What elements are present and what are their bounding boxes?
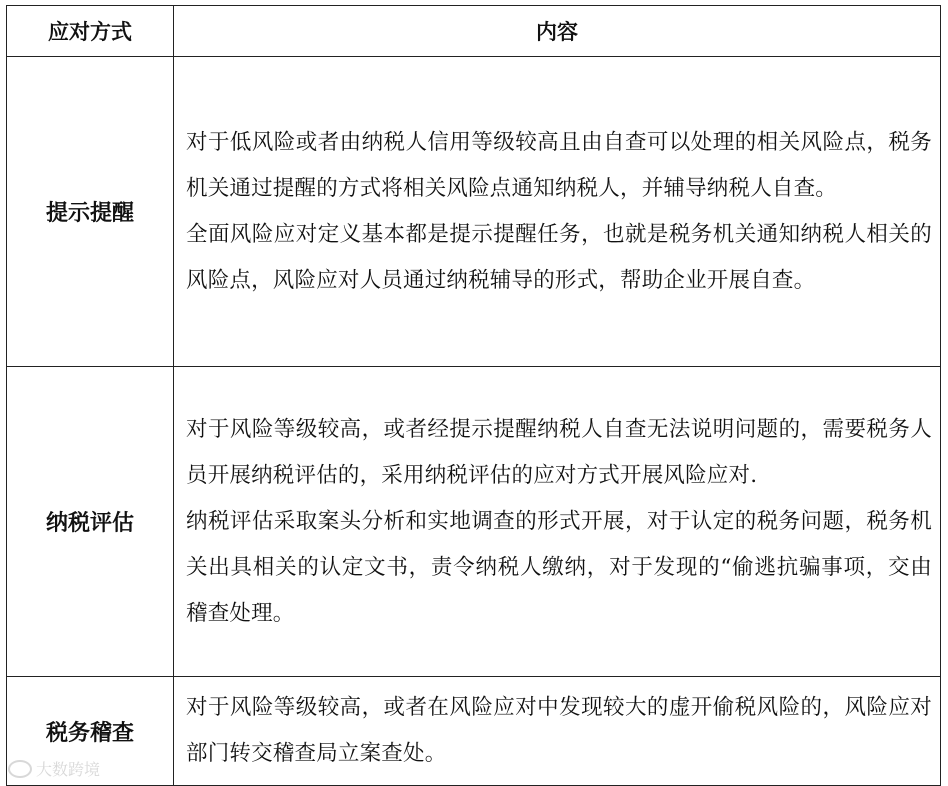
header-content: 内容 [174, 6, 941, 57]
content-cell [174, 57, 941, 367]
content-paragraph: 对于风险等级较高，或者在风险应对中发现较大的虚开偷税风险的，风险应对部门转交稽查局立案查处。 [186, 695, 932, 766]
watermark-logo-icon [8, 760, 32, 778]
watermark [8, 757, 100, 780]
table-row [7, 57, 941, 367]
method-cell: 提示提醒 [7, 57, 174, 367]
risk-response-table [6, 5, 941, 786]
content-cell [174, 677, 941, 786]
content-paragraph: 对于风险等级较高，或者经提示提醒纳税人自查无法说明问题的，需要税务人员开展纳税评估的，采用纳税评估的应对方式开展风险应对. [186, 416, 932, 488]
content-paragraph: 纳税评估采取案头分析和实地调查的形式开展，对于认定的税务问题，税务机关出具相关的认定文书，责令纳税人缴纳，对于发现的“偷逃抗骗事项，交由稽查处理。 [186, 508, 932, 626]
table-row [7, 367, 941, 677]
table-row [7, 677, 941, 786]
header-method: 应对方式 [7, 6, 174, 57]
table-header-row [7, 6, 941, 57]
content-paragraph: 对于低风险或者由纳税人信用等级较高且由自查可以处理的相关风险点，税务机关通过提醒的方式将相关风险点通知纳税人，并辅导纳税人自查。 [186, 129, 932, 201]
content-cell [174, 367, 941, 677]
method-cell: 纳税评估 [7, 367, 174, 677]
watermark-text: 大数跨境 [36, 760, 101, 779]
content-paragraph: 全面风险应对定义基本都是提示提醒任务，也就是税务机关通知纳税人相关的风险点，风险应对人员通过纳税辅导的形式，帮助企业开展自查。 [186, 221, 932, 293]
method-cell: 税务稽查 [7, 677, 174, 786]
